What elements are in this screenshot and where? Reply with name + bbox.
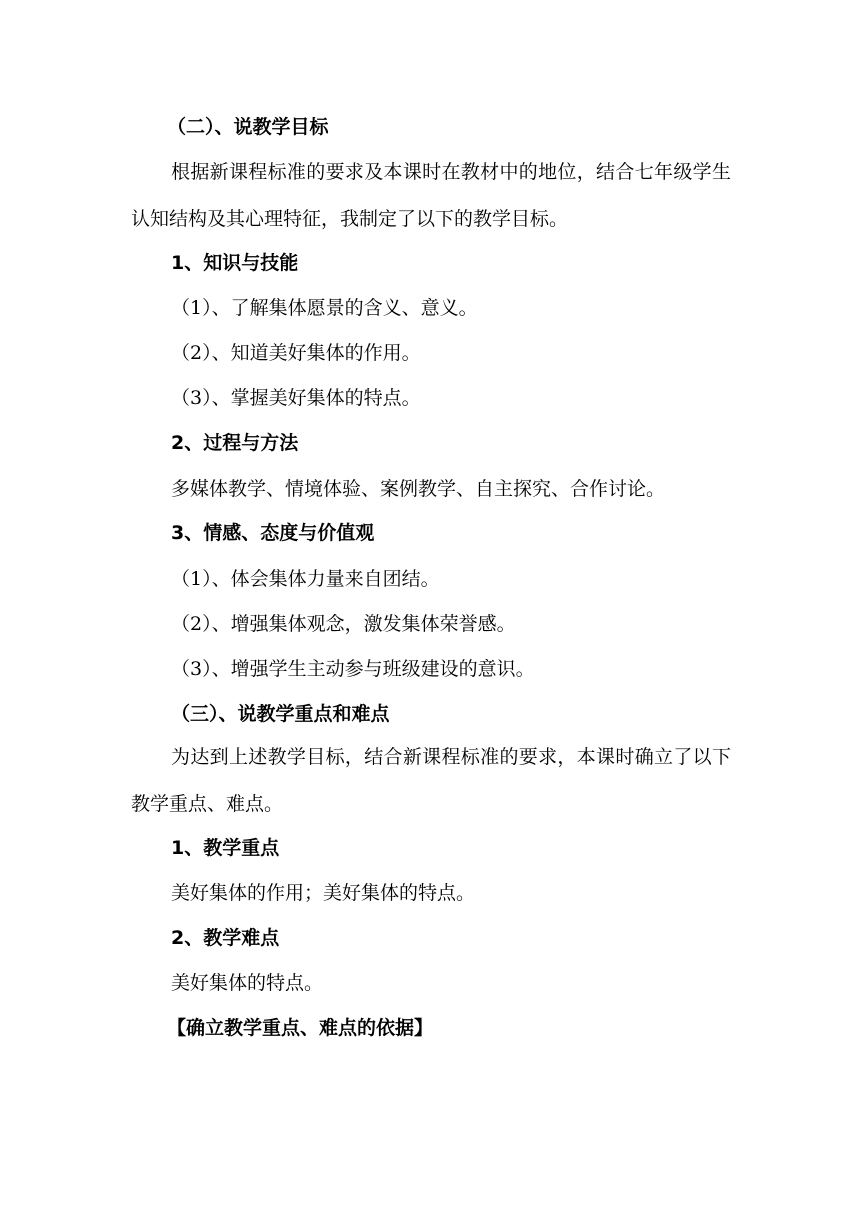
goal1-item-3: （3）、掌握美好集体的特点。	[171, 387, 421, 409]
goal1-heading: 1、知识与技能	[171, 252, 299, 274]
goal2-text: 多媒体教学、情境体验、案例教学、自主探究、合作讨论。	[171, 478, 666, 500]
goal3-heading: 3、情感、态度与价值观	[171, 522, 375, 544]
key-points-heading: 1、教学重点	[171, 837, 280, 859]
goal2-heading: 2、过程与方法	[171, 432, 299, 454]
difficult-points-text: 美好集体的特点。	[171, 972, 324, 994]
teaching-goals-intro-paragraph: 根据新课程标准的要求及本课时在教材中的地位，结合七年级学生认知结构及其心理特征，我制定了以下的教学目标。	[131, 161, 731, 230]
section-heading-key-difficult-points: （三）、说教学重点和难点	[171, 703, 390, 725]
basis-heading: 【确立教学重点、难点的依据】	[167, 1017, 434, 1039]
goal1-item-1: （1）、了解集体愿景的含义、意义。	[171, 297, 478, 319]
difficult-points-heading: 2、教学难点	[171, 927, 280, 949]
goal1-item-2: （2）、知道美好集体的作用。	[171, 342, 421, 364]
goal3-item-2: （2）、增强集体观念，激发集体荣誉感。	[171, 613, 516, 635]
section-heading-teaching-goals: （二）、说教学目标	[167, 116, 329, 138]
goal3-item-1: （1）、体会集体力量来自团结。	[171, 568, 440, 590]
goal3-item-3: （3）、增强学生主动参与班级建设的意识。	[171, 658, 535, 680]
key-difficult-intro-paragraph: 为达到上述教学目标，结合新课程标准的要求，本课时确立了以下教学重点、难点。	[131, 746, 731, 815]
key-points-text: 美好集体的作用；美好集体的特点。	[171, 882, 476, 904]
